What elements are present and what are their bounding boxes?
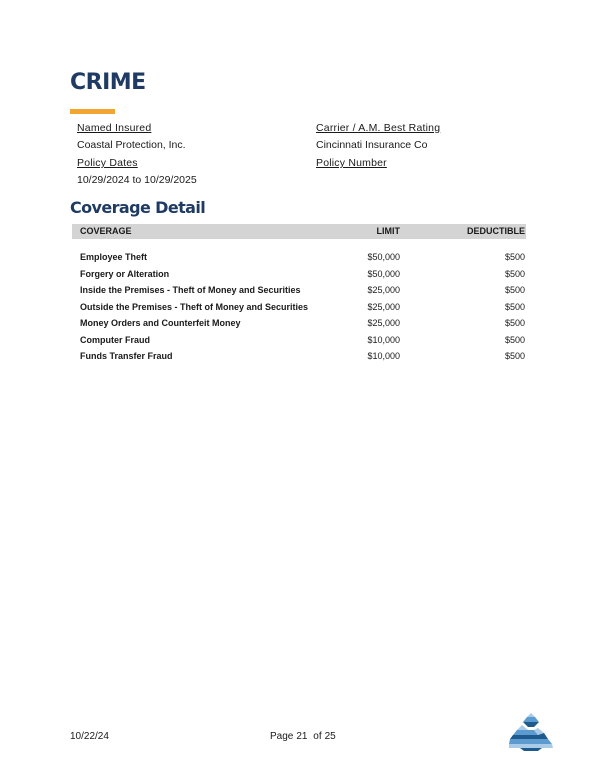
coverage-limit: $25,000 — [367, 301, 400, 312]
footer-date: 10/22/24 — [70, 731, 109, 742]
policy-dates-label: Policy Dates — [77, 157, 138, 169]
carrier-label: Carrier / A.M. Best Rating — [316, 122, 441, 134]
table-row — [72, 316, 526, 333]
table-row — [72, 267, 526, 284]
coverage-deductible: $500 — [504, 318, 525, 328]
table-row — [72, 333, 526, 350]
coverage-deductible: $500 — [504, 334, 525, 345]
coverage-table-body — [72, 250, 526, 366]
page-title: CRIME — [70, 70, 146, 95]
coverage-limit: $50,000 — [367, 268, 400, 279]
page-total: 25 — [324, 731, 336, 742]
table-row — [72, 250, 526, 267]
column-header-deductible: DEDUCTIBLE — [467, 226, 525, 236]
coverage-name: Money Orders and Counterfeit Money — [80, 318, 241, 328]
coverage-limit: $10,000 — [367, 351, 400, 361]
coverage-name: Inside the Premises - Theft of Money and Securities — [80, 285, 301, 295]
column-header-limit: LIMIT — [376, 226, 400, 236]
coverage-deductible: $500 — [504, 285, 525, 295]
coverage-limit: $50,000 — [367, 252, 400, 262]
coverage-name: Funds Transfer Fraud — [80, 351, 173, 361]
policy-number-label: Policy Number — [316, 157, 387, 169]
coverage-deductible: $500 — [504, 268, 525, 279]
coverage-deductible: $500 — [504, 301, 525, 312]
carrier-value: Cincinnati Insurance Co — [316, 139, 428, 151]
coverage-limit: $10,000 — [367, 334, 400, 345]
coverage-name: Outside the Premises - Theft of Money and Securities — [80, 301, 309, 312]
page-current: 21 — [296, 731, 308, 742]
footer-page-number — [270, 731, 339, 742]
named-insured-value: Coastal Protection, Inc. — [77, 139, 186, 151]
coverage-name: Employee Theft — [80, 252, 148, 262]
coverage-detail-heading: Coverage Detail — [70, 198, 206, 217]
table-row — [72, 300, 526, 317]
table-row — [72, 283, 526, 300]
coverage-deductible: $500 — [504, 252, 525, 262]
coverage-name: Forgery or Alteration — [80, 268, 170, 279]
coverage-limit: $25,000 — [367, 318, 400, 328]
coverage-limit: $25,000 — [367, 285, 400, 295]
coverage-table-header — [72, 224, 526, 239]
table-row — [72, 349, 526, 366]
stepped-pyramid-logo-icon — [508, 712, 554, 752]
policy-dates-value: 10/29/2024 to 10/29/2025 — [77, 174, 197, 186]
page-of: of — [313, 731, 322, 742]
coverage-deductible: $500 — [504, 351, 525, 361]
coverage-name: Computer Fraud — [80, 334, 151, 345]
title-accent-bar — [70, 109, 115, 114]
page-word: Page — [270, 731, 294, 742]
column-header-coverage: COVERAGE — [80, 226, 132, 236]
named-insured-label: Named Insured — [77, 122, 152, 134]
